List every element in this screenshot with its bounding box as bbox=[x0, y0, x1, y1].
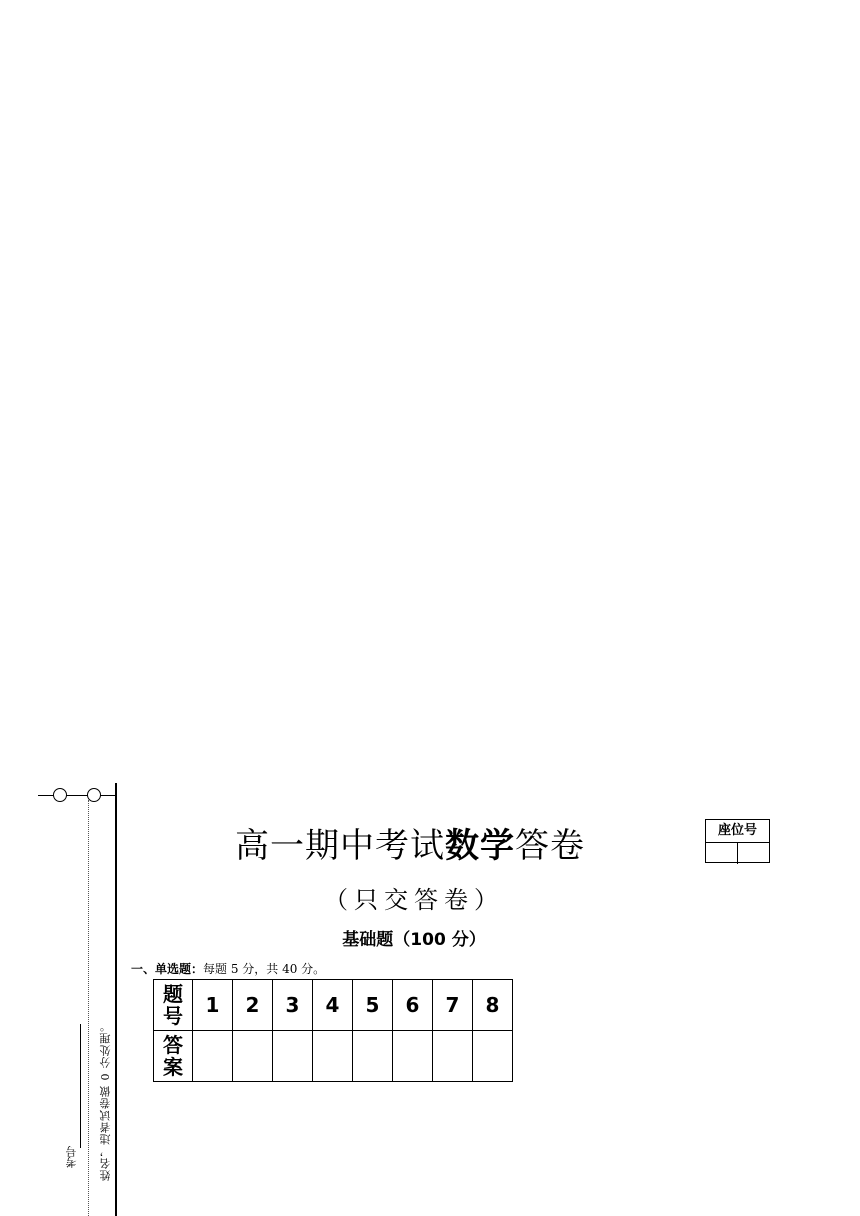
answer-header: 答 案 bbox=[154, 1031, 193, 1082]
answer-grid bbox=[153, 979, 513, 1082]
question-number: 3 bbox=[273, 980, 313, 1031]
question-number: 5 bbox=[353, 980, 393, 1031]
title-subject: 数学 bbox=[445, 826, 515, 866]
question-number: 4 bbox=[313, 980, 353, 1031]
answer-row bbox=[154, 1031, 513, 1082]
section-heading: 基础题（100 分） bbox=[342, 930, 486, 950]
answer-cell[interactable] bbox=[193, 1031, 233, 1082]
question-heading-lead: 一、单选题： bbox=[131, 962, 204, 976]
title-prefix: 高一期中考试 bbox=[235, 826, 445, 866]
question-number: 8 bbox=[473, 980, 513, 1031]
question-number-header: 题 号 bbox=[154, 980, 193, 1031]
question-number: 2 bbox=[233, 980, 273, 1031]
page-subtitle: （只交答卷） bbox=[324, 886, 504, 914]
seat-number-cell[interactable] bbox=[706, 843, 737, 864]
answer-cell[interactable] bbox=[233, 1031, 273, 1082]
answer-cell[interactable] bbox=[473, 1031, 513, 1082]
binding-line bbox=[38, 795, 116, 796]
answer-cell[interactable] bbox=[313, 1031, 353, 1082]
question-number: 6 bbox=[393, 980, 433, 1031]
answer-cell[interactable] bbox=[273, 1031, 313, 1082]
question-number-row bbox=[154, 980, 513, 1031]
answer-cell[interactable] bbox=[393, 1031, 433, 1082]
question-number: 1 bbox=[193, 980, 233, 1031]
answer-cell[interactable] bbox=[353, 1031, 393, 1082]
binding-hole-icon bbox=[87, 788, 101, 802]
seat-number-label: 座位号 bbox=[706, 820, 769, 843]
question-heading-rule: 每题 5 分，共 40 分。 bbox=[203, 962, 326, 976]
seat-number-box bbox=[705, 819, 770, 863]
seat-number-cell[interactable] bbox=[737, 843, 769, 864]
binding-hole-icon bbox=[53, 788, 67, 802]
exam-no-label: 考号 bbox=[65, 1146, 78, 1168]
exam-no-blank[interactable] bbox=[80, 1024, 81, 1148]
question-heading bbox=[131, 960, 325, 977]
margin-notice: 姓名，违者试卷做 0 分处理。 bbox=[99, 1020, 112, 1181]
answer-cell[interactable] bbox=[433, 1031, 473, 1082]
question-number: 7 bbox=[433, 980, 473, 1031]
page-title bbox=[0, 818, 820, 867]
title-suffix: 答卷 bbox=[515, 826, 585, 866]
